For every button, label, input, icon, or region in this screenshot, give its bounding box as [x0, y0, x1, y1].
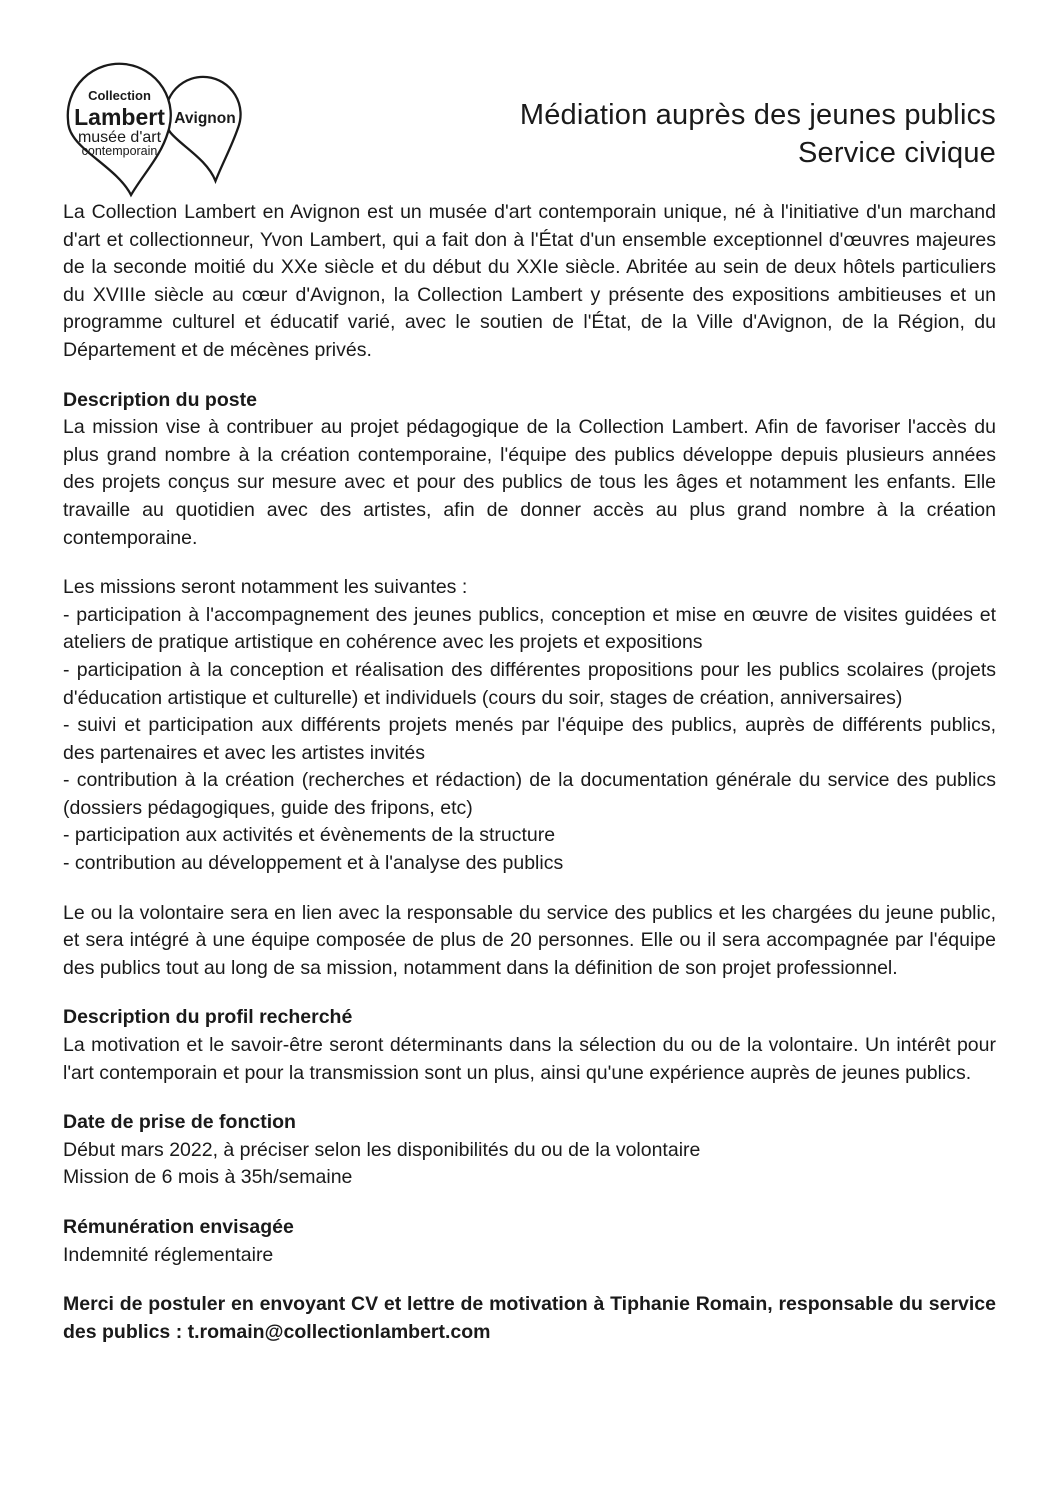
logo-text-avignon: Avignon	[174, 110, 236, 127]
logo-text-collection: Collection	[88, 88, 151, 103]
mission-item: - participation aux activités et évènements de la structure	[63, 824, 556, 847]
missions-intro: Les missions seront notamment les suivantes :	[63, 576, 468, 599]
volontaire-paragraph: Le ou la volontaire sera en lien avec la responsable du service des publics et les chargées du jeune public, et sera intégré à une équipe composée de plus de 20 personnes. Elle ou il sera accompagnée par l'équipe des publics tout au long de sa mission, notamment dans la définition de son projet professionnel.	[63, 901, 996, 979]
section-profil	[63, 1004, 996, 1087]
section-description-poste	[63, 387, 996, 553]
mission-item: - suivi et participation aux différents projets menés par l'équipe des publics, auprès de différents publics, des partenaires et avec les artistes invités	[63, 714, 996, 764]
section-body-poste: La mission vise à contribuer au projet pédagogique de la Collection Lambert. Afin de favoriser l'accès du plus grand nombre à la création contemporaine, l'équipe des publics développe depuis plusieurs années des projets conçus sur mesure avec et pour des publics de tous les âges et notamment les enfants. Elle travaille au quotidien avec des artistes, afin de donner accès au plus grand nombre à la création contemporaine.	[63, 416, 996, 549]
title-line-1: Médiation auprès des jeunes publics	[519, 99, 996, 131]
date-line-2: Mission de 6 mois à 35h/semaine	[63, 1166, 353, 1189]
document-title	[520, 96, 996, 172]
collection-lambert-logo	[58, 56, 250, 202]
mission-item: - contribution à la création (recherches et rédaction) de la documentation générale du service des publics (dossiers pédagogiques, guide des fripons, etc)	[63, 769, 996, 819]
section-volontaire	[63, 900, 996, 983]
logo-text-contemporain: contemporain	[81, 144, 158, 158]
section-body-profil: La motivation et le savoir-être seront déterminants dans la sélection du ou de la volontaire. Un intérêt pour l'art contemporain et pour la transmission sont un plus, ainsi qu'une expérience auprès de jeunes publics.	[63, 1034, 996, 1084]
intro-paragraph: La Collection Lambert en Avignon est un musée d'art contemporain unique, né à l'initiative d'un marchand d'art et collectionneur, Yvon Lambert, qui a fait don à l'État d'un ensemble exceptionnel d'œuvres majeures de la seconde moitié du XXe siècle et du début du XXIe siècle. Abritée au sein de deux hôtels particuliers du XVIIIe siècle au cœur d'Avignon, la Collection Lambert y présente des expositions ambitieuses et un programme culturel et éducatif varié, avec le soutien de l'État, de la Ville d'Avignon, de la Région, du Département et de mécènes privés.	[63, 201, 996, 361]
section-heading-profil: Description du profil recherché	[63, 1006, 353, 1029]
document-body	[63, 199, 996, 1346]
section-remuneration	[63, 1214, 996, 1269]
mission-item: - participation à l'accompagnement des jeunes publics, conception et mise en œuvre de visites guidées et ateliers de pratique artistique en cohérence avec les projets et expositions	[63, 603, 996, 654]
logo-text-lambert: Lambert	[74, 104, 165, 130]
title-line-2: Service civique	[797, 137, 996, 169]
section-closing	[63, 1291, 996, 1346]
section-heading-poste: Description du poste	[63, 388, 257, 411]
section-heading-remuneration: Rémunération envisagée	[63, 1216, 294, 1238]
remuneration-body: Indemnité réglementaire	[63, 1243, 274, 1266]
section-date-fonction	[63, 1109, 996, 1192]
mission-item: - participation à la conception et réalisation des différentes propositions pour les publics scolaires (projets d'éducation artistique et culturelle) et individuels (cours du soir, stages de création, anniversaires)	[63, 658, 996, 709]
logo-text-musee-dart: musée d'art	[77, 129, 162, 146]
section-missions	[63, 574, 996, 878]
mission-item: - contribution au développement et à l'analyse des publics	[63, 852, 564, 875]
avignon-balloon-icon	[166, 77, 241, 181]
section-heading-date: Date de prise de fonction	[63, 1111, 296, 1134]
date-line-1: Début mars 2022, à préciser selon les disponibilités du ou de la volontaire	[63, 1138, 701, 1161]
closing-paragraph: Merci de postuler en envoyant CV et lettre de motivation à Tiphanie Romain, responsable du service des publics : t.romain@collectionlambert.com	[63, 1293, 996, 1343]
